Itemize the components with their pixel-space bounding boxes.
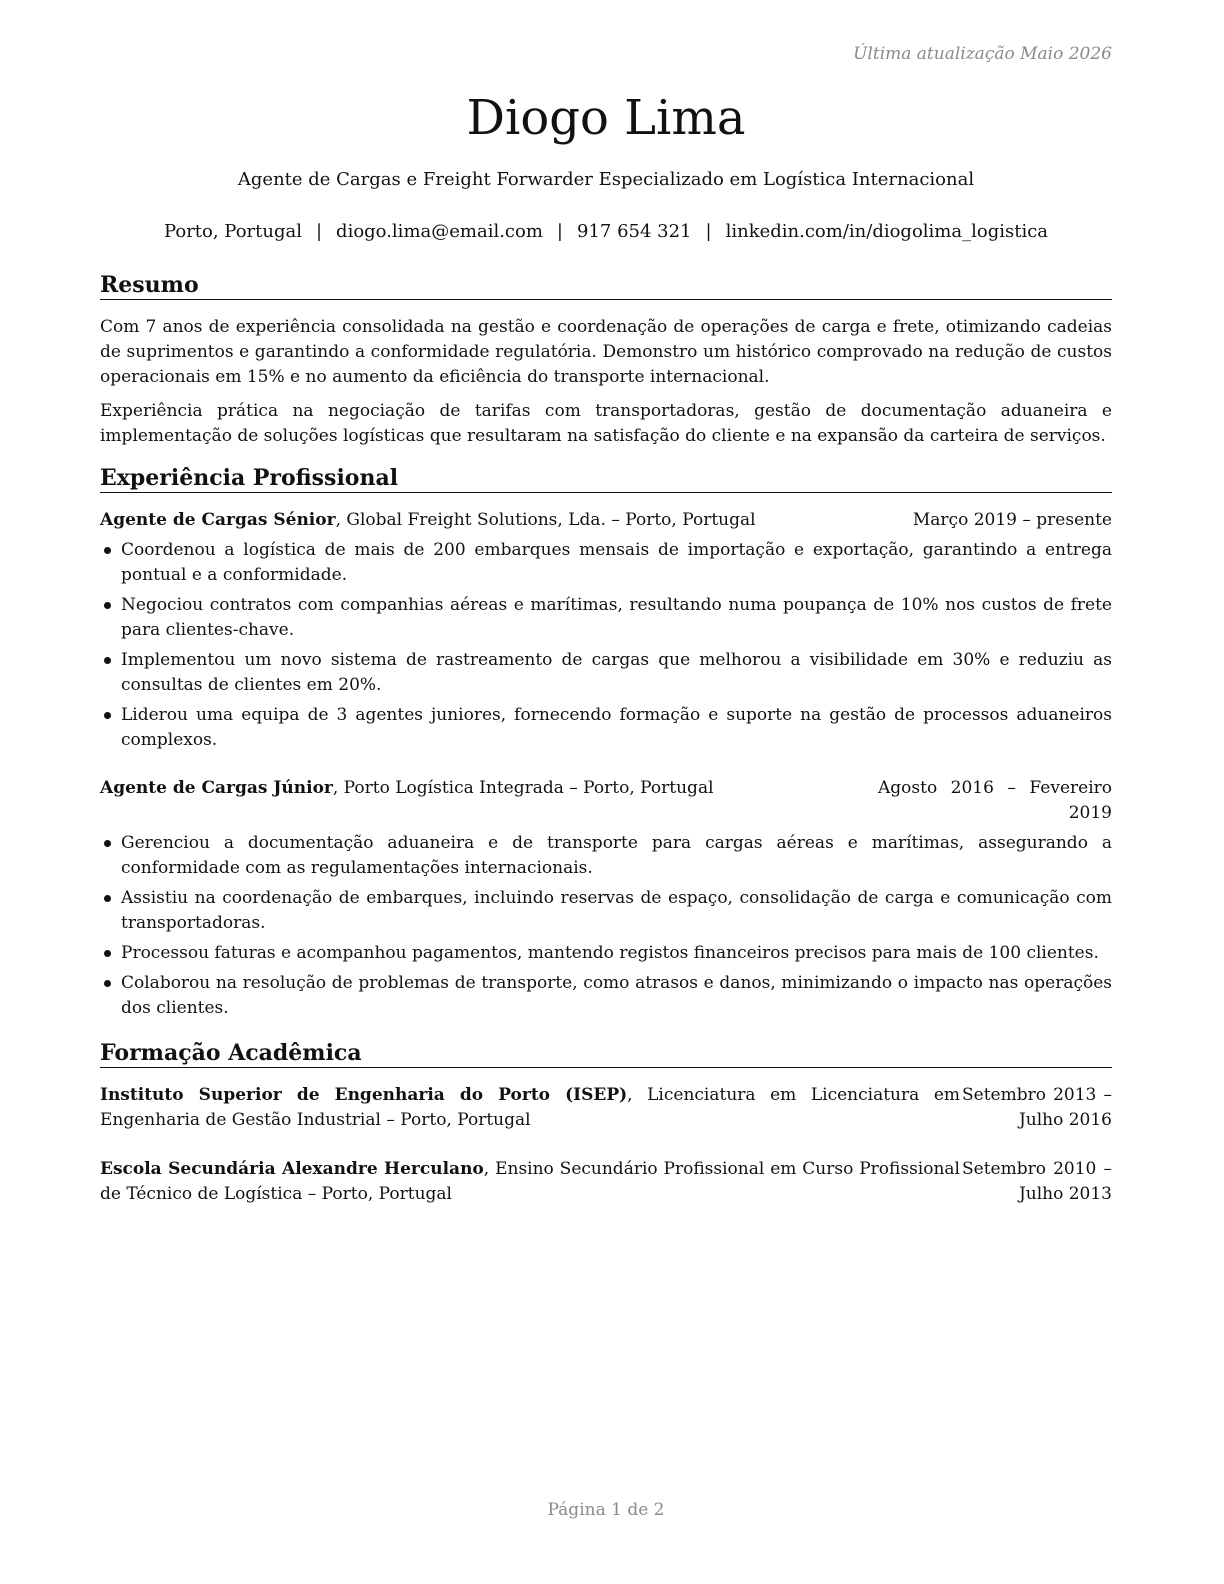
candidate-tagline: Agente de Cargas e Freight Forwarder Especializado em Logística Internacional (237, 169, 975, 190)
job-header (100, 508, 1112, 533)
resume-page (100, 0, 1112, 1584)
job-role: Agente de Cargas Sénior (100, 510, 336, 530)
summary-paragraph-2: Experiência prática na negociação de tarifas com transportadoras, gestão de documentação aduaneira e implementação de soluções logísticas que resultaram na satisfação do cliente e na expansão da carteira de serviços. (100, 401, 1112, 446)
contact-separator: | (556, 221, 563, 242)
education-detail: , Ensino Secundário Profissional em Curso Profissional de Técnico de Logística – Porto, Portugal (100, 1159, 960, 1204)
education-dates: Setembro 2010 – Julho 2013 (962, 1159, 1112, 1204)
experience-heading: Experiência Profissional (100, 465, 1112, 493)
job-dates: Agosto 2016 – Fevereiro 2019 (878, 778, 1112, 823)
page-number: Página 1 de 2 (547, 1500, 665, 1520)
contact-linkedin[interactable]: linkedin.com/in/diogolima_logistica (725, 221, 1049, 242)
list-item: Processou faturas e acompanhou pagamentos, mantendo registos financeiros precisos para mais de 100 clientes. (100, 941, 1112, 966)
list-item: Colaborou na resolução de problemas de transporte, como atrasos e danos, minimizando o impacto nas operações dos clientes. (100, 971, 1112, 1021)
education-dates: Setembro 2013 – Julho 2016 (962, 1085, 1112, 1130)
contact-email[interactable]: diogo.lima@email.com (336, 221, 543, 242)
list-item: Coordenou a logística de mais de 200 embarques mensais de importação e exportação, garantindo a entrega pontual e a conformidade. (100, 538, 1112, 588)
list-item: Assistiu na coordenação de embarques, incluindo reservas de espaço, consolidação de carga e comunicação com transportadoras. (100, 886, 1112, 936)
list-item: Implementou um novo sistema de rastreamento de cargas que melhorou a visibilidade em 30% e reduziu as consultas de clientes em 20%. (100, 648, 1112, 698)
contact-separator: | (705, 221, 712, 242)
list-item: Negociou contratos com companhias aéreas e marítimas, resultando numa poupança de 10% nos custos de frete para clientes-chave. (100, 593, 1112, 643)
education-school: Instituto Superior de Engenharia do Porto (ISEP) (100, 1085, 628, 1105)
summary-heading: Resumo (100, 272, 1112, 300)
contact-separator: | (315, 221, 323, 242)
summary-paragraph-1: Com 7 anos de experiência consolidada na gestão e coordenação de operações de carga e frete, otimizando cadeias de suprimentos e garantindo a conformidade regulatória. Demonstro um histórico comprovado na redução de custos operacionais em 15% e no aumento da eficiência do transporte internacional. (100, 317, 1112, 387)
job-dates: Março 2019 – presente (912, 510, 1112, 530)
list-item: Liderou uma equipa de 3 agentes juniores, fornecendo formação e suporte na gestão de processos aduaneiros complexos. (100, 703, 1112, 753)
candidate-name: Diogo Lima (466, 90, 746, 146)
contact-location: Porto, Portugal (163, 221, 302, 242)
last-updated: Última atualização Maio 2026 (853, 44, 1112, 64)
list-item: Gerenciou a documentação aduaneira e de transporte para cargas aéreas e marítimas, assegurando a conformidade com as regulamentações internacionais. (100, 831, 1112, 881)
job-role: Agente de Cargas Júnior (100, 778, 333, 798)
job-company: , Global Freight Solutions, Lda. – Porto, Portugal (335, 510, 756, 530)
education-heading: Formação Acadêmica (100, 1040, 1112, 1068)
job-company: , Porto Logística Integrada – Porto, Portugal (332, 778, 714, 798)
job-bullets (100, 831, 1112, 1026)
contact-line (100, 220, 1112, 244)
job-header (100, 776, 1112, 826)
education-item (100, 1157, 1112, 1207)
contact-phone: 917 654 321 (577, 221, 692, 242)
education-item (100, 1083, 1112, 1133)
education-school: Escola Secundária Alexandre Herculano (100, 1159, 484, 1179)
job-bullets (100, 538, 1112, 758)
education-detail: , Licenciatura em Licenciatura em Engenharia de Gestão Industrial – Porto, Portugal (100, 1085, 960, 1130)
